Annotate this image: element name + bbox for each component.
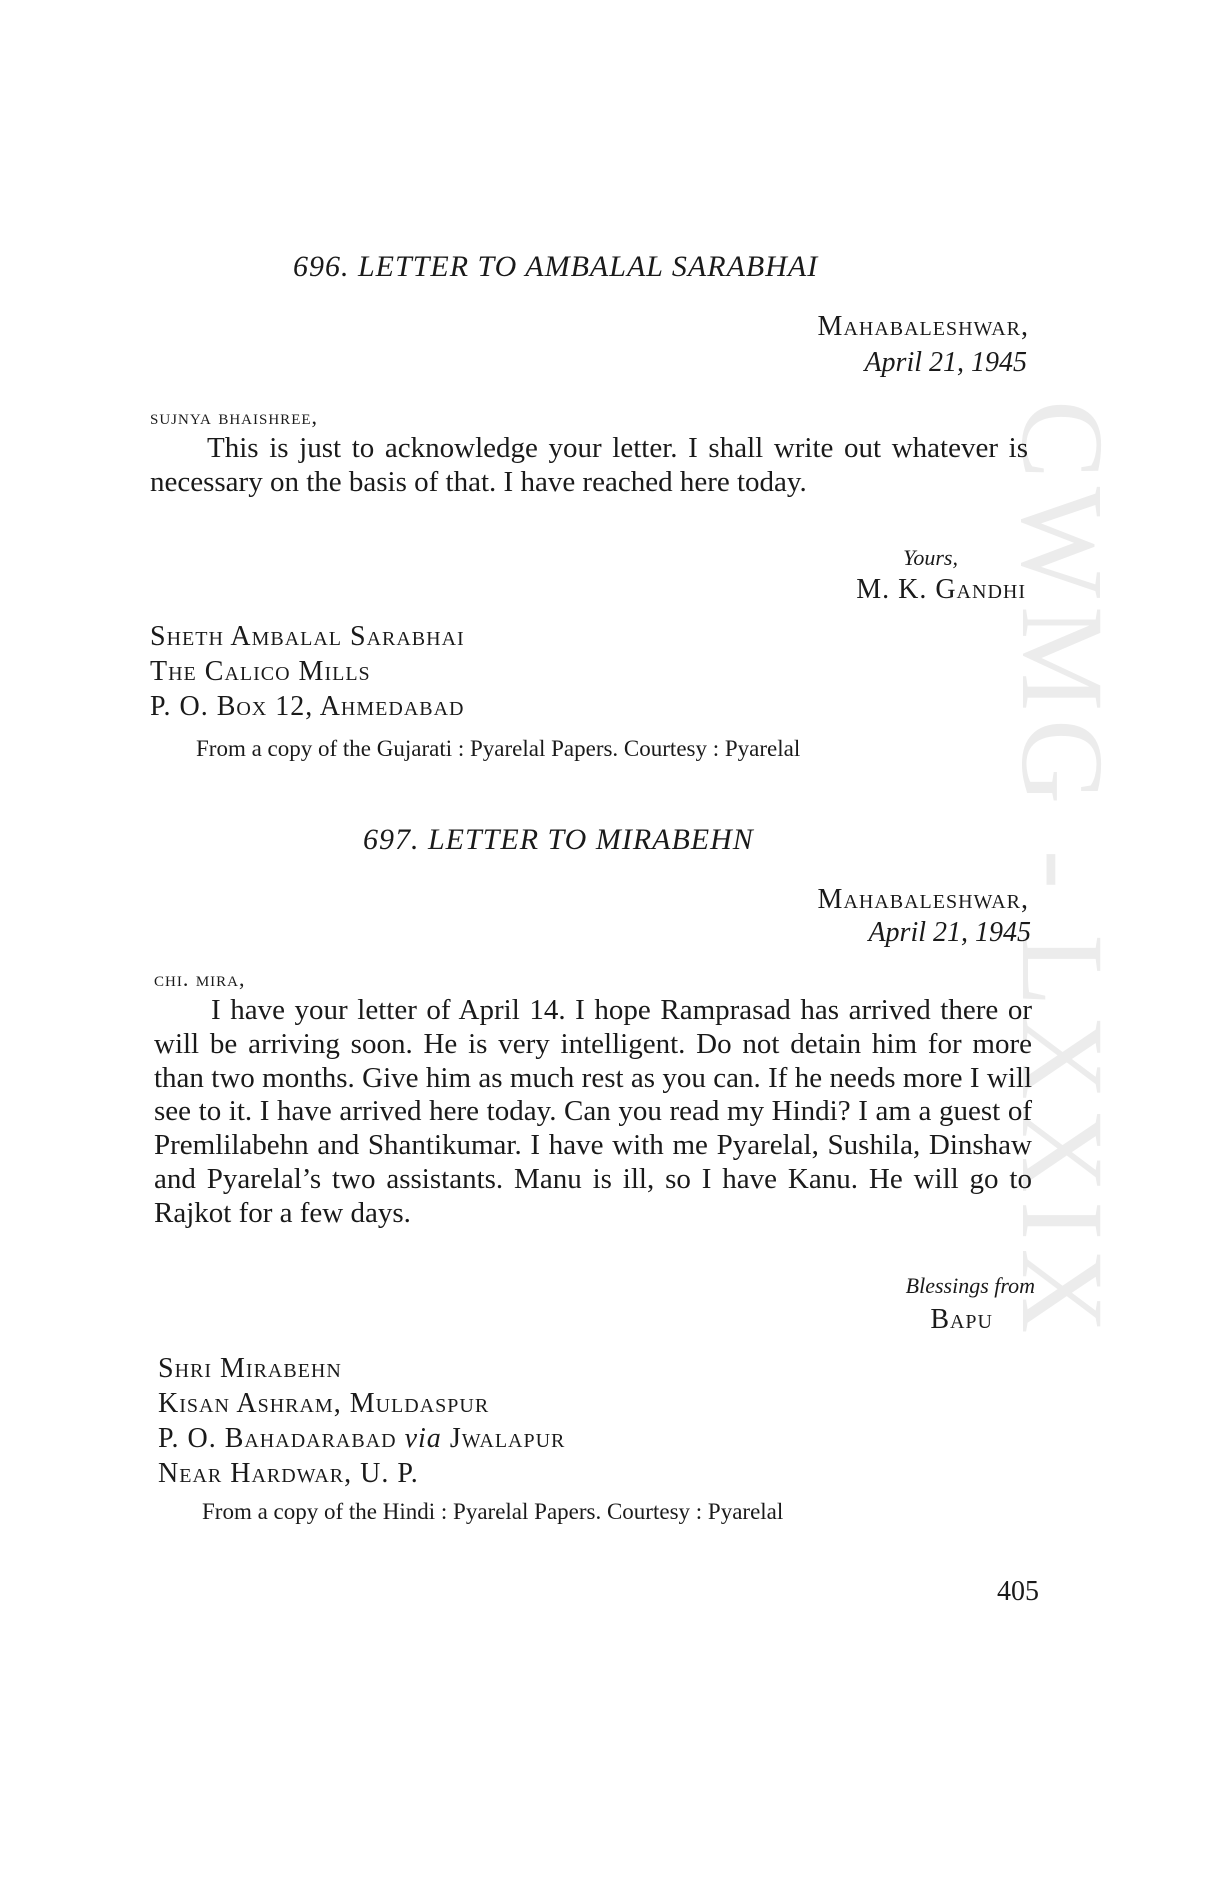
letter-date: April 21, 1945 (868, 917, 1031, 948)
letter-place: Mahabaleshwar, (817, 884, 1029, 915)
address-line: Sheth Ambalal Sarabhai (150, 621, 465, 652)
letter-signature: M. K. Gandhi (856, 574, 1026, 605)
letter-salutation: chi. mira, (154, 966, 246, 991)
letter-body (150, 432, 1028, 500)
address-line: Kisan Ashram, Muldaspur (158, 1388, 490, 1419)
address-line: P. O. Box 12, Ahmedabad (150, 691, 465, 722)
letter-title: 697. LETTER TO MIRABEHN (363, 823, 754, 856)
address-line: Near Hardwar, U. P. (158, 1458, 419, 1489)
letter-closing: Yours, (903, 545, 958, 570)
letter-body-text: I have your letter of April 14. I hope Ramprasad has arrived there or will be arriving soon. He is very intelligent. Do not detain him for more than two months. Give him as much rest as you can. If he needs more I will see to it. I have arrived here today. Can you read my Hindi? I am a guest of Premlilabehn and Shantikumar. I have with me Pyarelal, Sushila, Dinshaw and Pyarelal’s two assistants. Manu is ill, so I have Kanu. He will go to Rajkot for a few days. (154, 994, 1032, 1229)
source-note: From a copy of the Hindi : Pyarelal Papers. Courtesy : Pyarelal (202, 1499, 784, 1524)
letter-title: 696. LETTER TO AMBALAL SARABHAI (293, 250, 819, 283)
letter-salutation: sujnya bhaishree, (150, 404, 319, 429)
letter-place: Mahabaleshwar, (817, 311, 1029, 342)
letter-date: April 21, 1945 (864, 347, 1027, 378)
address-line: The Calico Mills (150, 656, 371, 687)
address-line: P. O. Bahadarabad via Jwalapur (158, 1423, 566, 1454)
recipient-address (158, 1351, 565, 1491)
letter-signature: Bapu (930, 1304, 993, 1335)
letter-body (154, 994, 1032, 1231)
watermark: CWMG - LXXIX (997, 400, 1128, 1342)
letter-body-text: This is just to acknowledge your letter. I shall write out whatever is necessary on the basis of that. I have reached here today. (150, 432, 1028, 498)
address-line: Shri Mirabehn (158, 1353, 342, 1384)
source-note: From a copy of the Gujarati : Pyarelal Papers. Courtesy : Pyarelal (196, 736, 801, 761)
recipient-address (150, 619, 465, 724)
page-number: 405 (997, 1576, 1039, 1607)
letter-closing: Blessings from (905, 1273, 1035, 1298)
